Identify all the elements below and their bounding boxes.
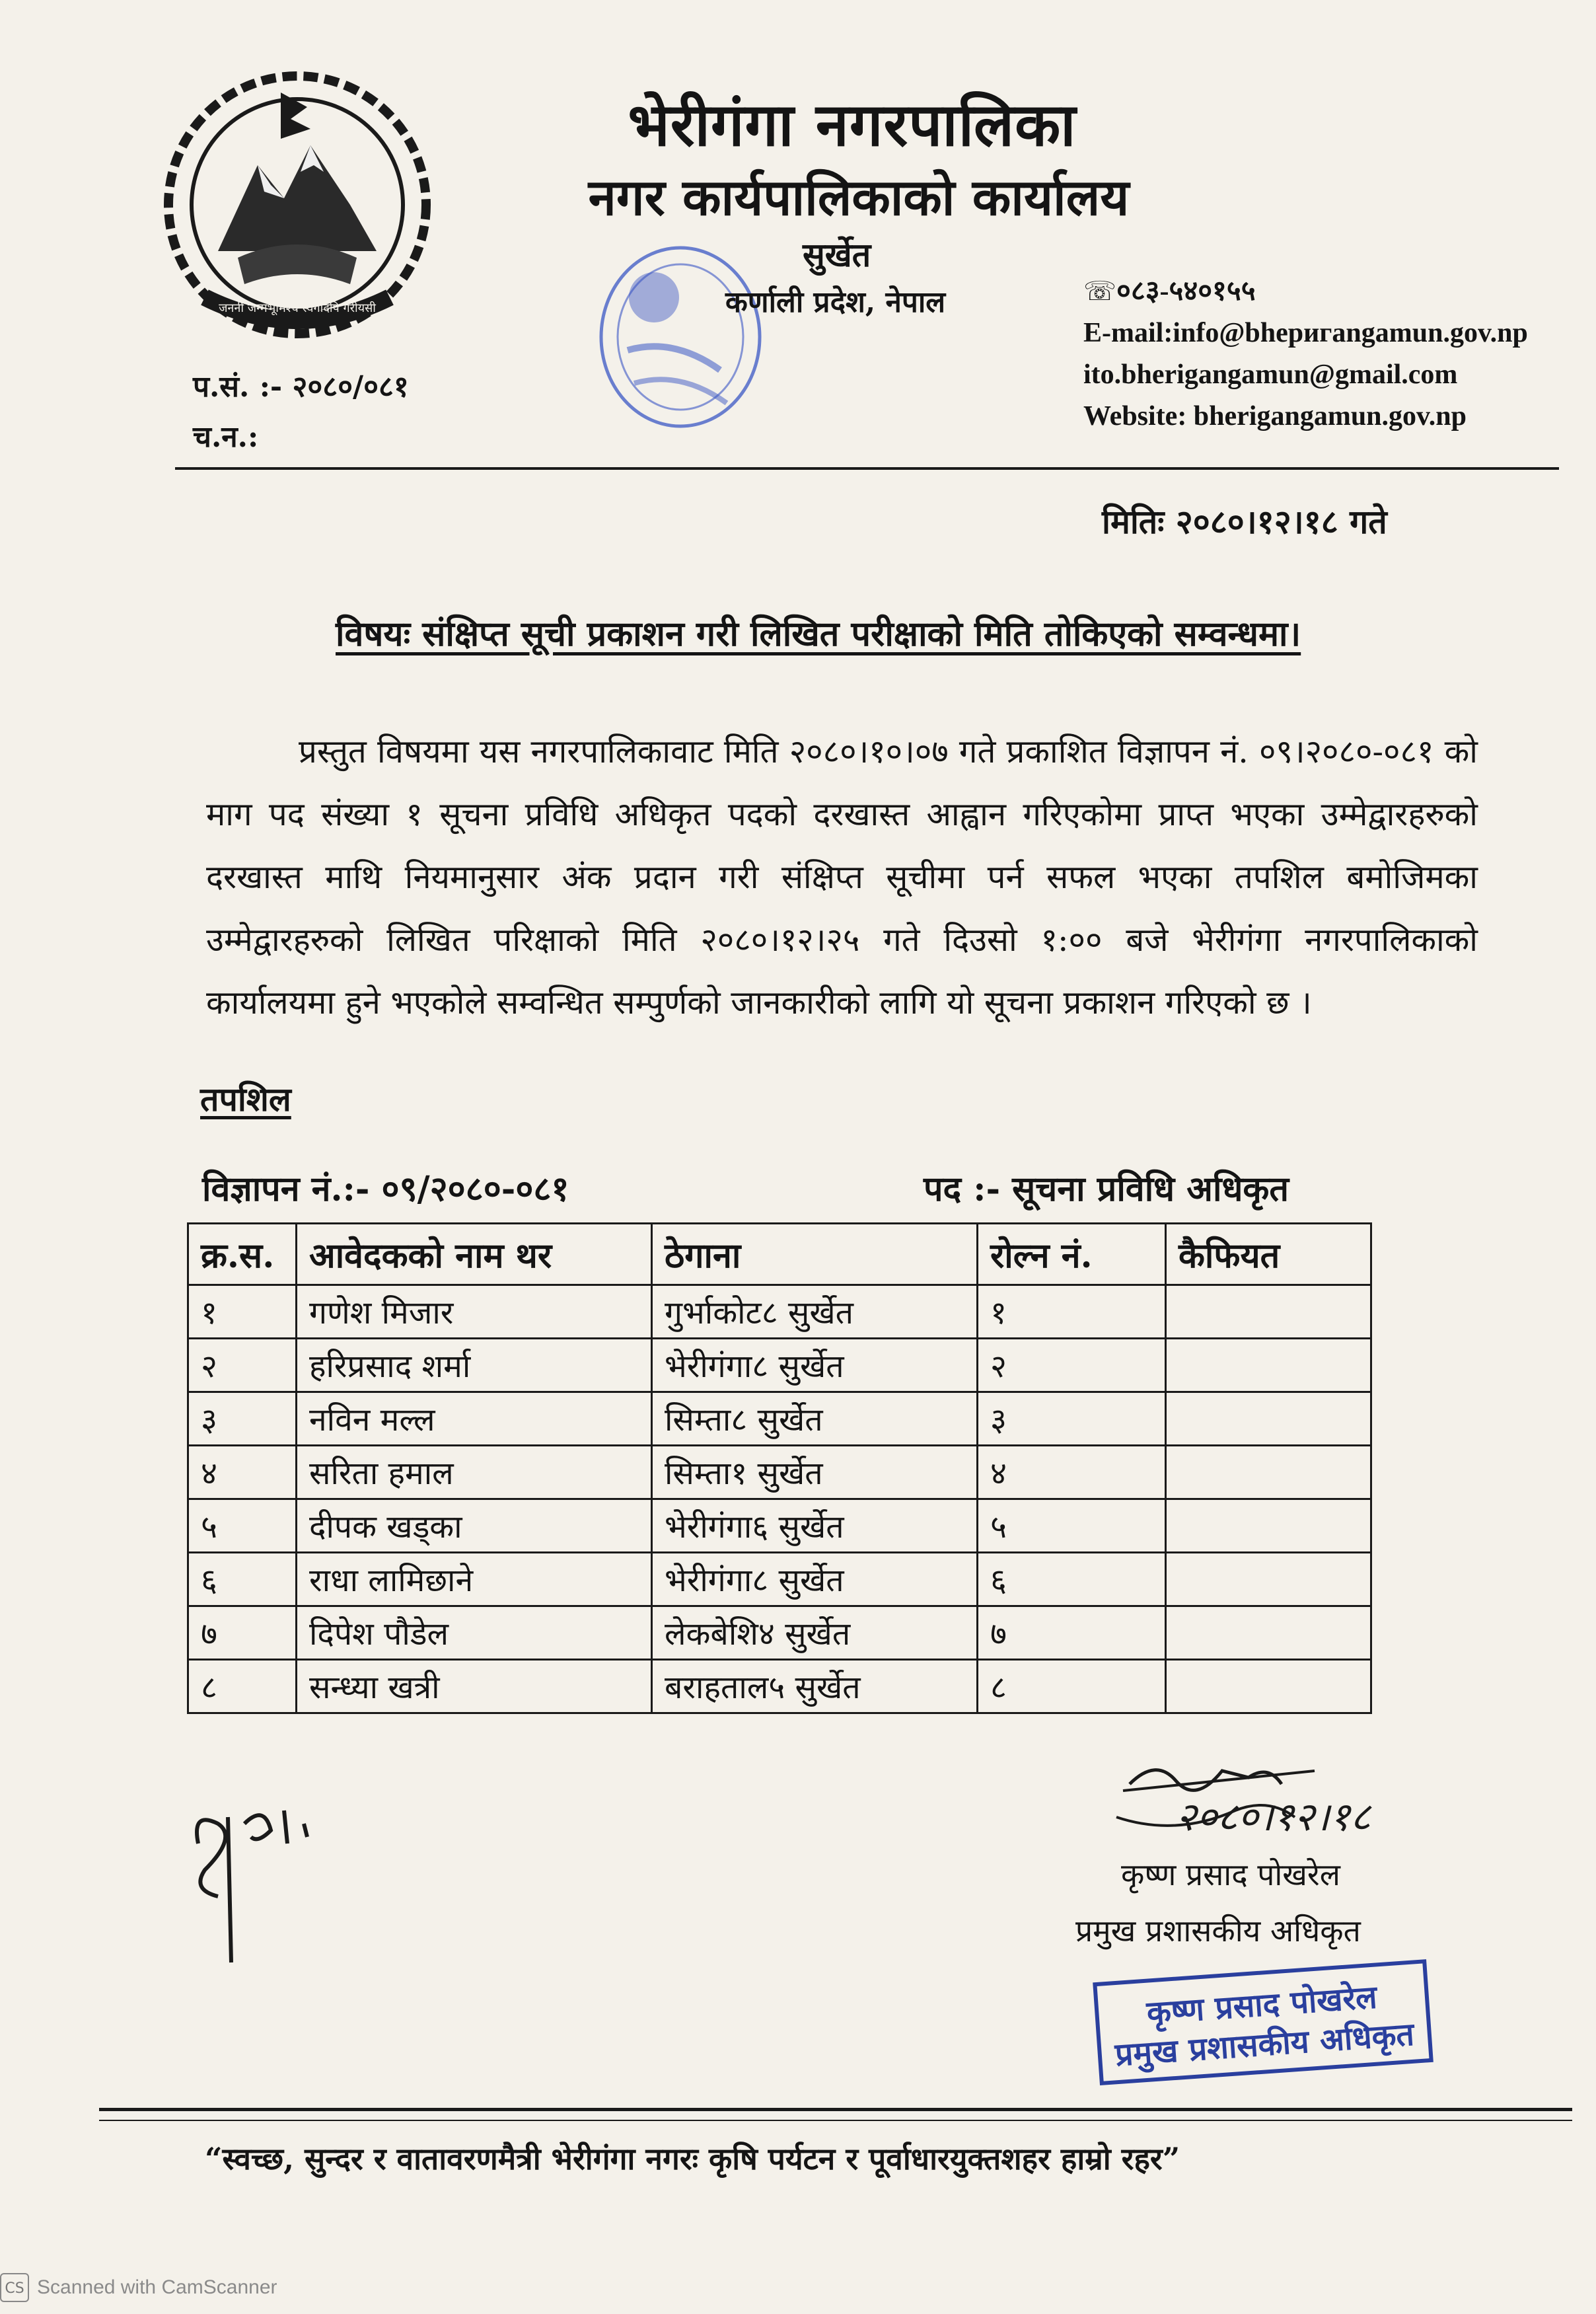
cell-roll: ५: [978, 1499, 1166, 1553]
stamp-name: कृष्ण प्रसाद पोखरेल: [1145, 1978, 1379, 2032]
dispatch-number: च.न.:: [193, 420, 259, 454]
footer-divider: [99, 2108, 1572, 2111]
email2-line: ito.bherigangamun@gmail.com: [1083, 359, 1458, 390]
cell-address: भेरीगंगा८ सुर्खेत: [652, 1553, 978, 1606]
cell-remarks: [1166, 1285, 1371, 1339]
phone-number: ०८३-५४०१५५: [1116, 276, 1256, 307]
website-line: Website: bherigangamun.gov.np: [1083, 401, 1467, 431]
nepal-emblem-icon: [159, 66, 436, 344]
cell-remarks: [1166, 1339, 1371, 1392]
cell-address: सिम्ता८ सुर्खेत: [652, 1392, 978, 1446]
table-row: [188, 1499, 1371, 1553]
cell-address: लेकबेशि४ सुर्खेत: [652, 1606, 978, 1660]
cell-remarks: [1166, 1553, 1371, 1606]
col-name: आवेदकको नाम थर: [297, 1224, 652, 1285]
cell-remarks: [1166, 1660, 1371, 1713]
province-label: कर्णाली प्रदेश, नेपाल: [725, 285, 946, 319]
phone-line: [1083, 271, 1528, 313]
cell-roll: २: [978, 1339, 1166, 1392]
cell-roll: ७: [978, 1606, 1166, 1660]
office-seal-stamp: [581, 238, 793, 449]
cell-serial: ६: [188, 1553, 297, 1606]
cell-address: सिम्ता१ सुर्खेत: [652, 1446, 978, 1499]
col-serial: क्र.स.: [188, 1224, 297, 1285]
contact-block: [1083, 271, 1528, 437]
cell-serial: १: [188, 1285, 297, 1339]
col-address: ठेगाना: [652, 1224, 978, 1285]
reference-block: [193, 362, 409, 463]
cell-serial: ३: [188, 1392, 297, 1446]
cell-roll: १: [978, 1285, 1166, 1339]
handwritten-date: २०८०।१२।१८: [1176, 1794, 1371, 1840]
signatory-name: कृष्ण प्रसाद पोखरेल: [1121, 1857, 1340, 1892]
table-row: [188, 1446, 1371, 1499]
cell-name: दीपक खड्का: [297, 1499, 652, 1553]
signatory-title: प्रमुख प्रशासकीय अधिकृत: [1075, 1913, 1361, 1949]
cell-roll: ८: [978, 1660, 1166, 1713]
cell-address: भेरीगंगा८ सुर्खेत: [652, 1339, 978, 1392]
cell-serial: ४: [188, 1446, 297, 1499]
table-row: [188, 1553, 1371, 1606]
cell-remarks: [1166, 1499, 1371, 1553]
cell-remarks: [1166, 1606, 1371, 1660]
cell-name: सन्ध्या खत्री: [297, 1660, 652, 1713]
cell-address: भेरीगंगा६ सुर्खेत: [652, 1499, 978, 1553]
municipality-title: भेरीगंगा नगरपालिका: [628, 90, 1077, 160]
advertisement-number: विज्ञापन नं.:- ०९/२०८०-०८१: [202, 1169, 569, 1209]
candidate-table: [187, 1222, 1372, 1714]
table-row: [188, 1392, 1371, 1446]
table-row: [188, 1660, 1371, 1713]
stamp-title: प्रमुख प्रशासकीय अधिकृत: [1114, 2015, 1416, 2074]
scanner-watermark: Scanned with CamScanner: [37, 2276, 277, 2298]
cell-name: गणेश मिजार: [297, 1285, 652, 1339]
table-header-row: [188, 1224, 1371, 1285]
header-divider: [175, 467, 1559, 470]
table-row: [188, 1606, 1371, 1660]
col-remarks: कैफियत: [1166, 1224, 1371, 1285]
table-row: [188, 1285, 1371, 1339]
cell-remarks: [1166, 1446, 1371, 1499]
cell-serial: २: [188, 1339, 297, 1392]
cell-name: सरिता हमाल: [297, 1446, 652, 1499]
office-title: नगर कार्यपालिकाको कार्यालय: [588, 168, 1130, 227]
camscanner-logo-icon: CS: [0, 2273, 29, 2302]
letter-date: मितिः २०८०।१२।१८ गते: [1102, 502, 1387, 541]
cell-name: दिपेश पौडेल: [297, 1606, 652, 1660]
cell-address: गुर्भाकोट८ सुर्खेत: [652, 1285, 978, 1339]
initials-signature: [178, 1797, 330, 1982]
cell-name: हरिप्रसाद शर्मा: [297, 1339, 652, 1392]
footer-motto: “स्वच्छ, सुन्दर र वातावरणमैत्री भेरीगंगा नगरः कृषि पर्यटन र पूर्वाधारयुक्तशहर हाम्रो रहर”: [205, 2141, 1180, 2177]
post-name: पद :- सूचना प्रविधि अधिकृत: [924, 1169, 1289, 1209]
cell-serial: ८: [188, 1660, 297, 1713]
details-heading: तपशिल: [200, 1080, 291, 1119]
col-roll: रोल्न नं.: [978, 1224, 1166, 1285]
cell-serial: ७: [188, 1606, 297, 1660]
reference-number: प.सं. :- २०८०/०८१: [193, 370, 409, 404]
cell-serial: ५: [188, 1499, 297, 1553]
cell-roll: ४: [978, 1446, 1166, 1499]
letter-body: प्रस्तुत विषयमा यस नगरपालिकावाट मिति २०८०।१०।०७ गते प्रकाशित विज्ञापन नं. ०९।२०८०-०८१ को माग पद संख्या १ सूचना प्रविधि अधिकृत पदको दरखास्त आह्वान गरिएकोमा प्राप्त भएका उम्मेद्वारहरुको दरखास्त माथि नियमानुसार अंक प्रदान गरी संक्षिप्त सूचीमा पर्न सफल भएका तपशिल बमोजिमका उम्मेद्वारहरुको लिखित परिक्षाको मिति २०८०।१२।२५ गते दिउसो १:०० बजे भेरीगंगा नगरपालिकाको कार्यालयमा हुने भएकोले सम्वन्धित सम्पुर्णको जानकारीको लागि यो सूचना प्रकाशन गरिएको छ ।: [206, 733, 1478, 1022]
cell-name: राधा लामिछाने: [297, 1553, 652, 1606]
table-row: [188, 1339, 1371, 1392]
phone-icon: ☏: [1083, 276, 1117, 307]
footer-divider-thin: [99, 2120, 1572, 2121]
city-label: सुर्खेत: [803, 235, 871, 274]
officer-stamp: [1090, 1953, 1447, 2091]
cell-roll: ३: [978, 1392, 1166, 1446]
letter-subject: विषयः संक्षिप्त सूची प्रकाशन गरी लिखित परीक्षाको मिति तोकिएको सम्वन्धमा।: [336, 614, 1301, 654]
cell-roll: ६: [978, 1553, 1166, 1606]
cell-remarks: [1166, 1392, 1371, 1446]
cell-address: बराहताल५ सुर्खेत: [652, 1660, 978, 1713]
email-line: E-mail:info@bheригangamun.gov.np: [1083, 318, 1528, 348]
emblem-motto: जननी जन्मभूमिश्च स्वर्गादपि गरीयसी: [219, 301, 376, 315]
cell-name: नविन मल्ल: [297, 1392, 652, 1446]
